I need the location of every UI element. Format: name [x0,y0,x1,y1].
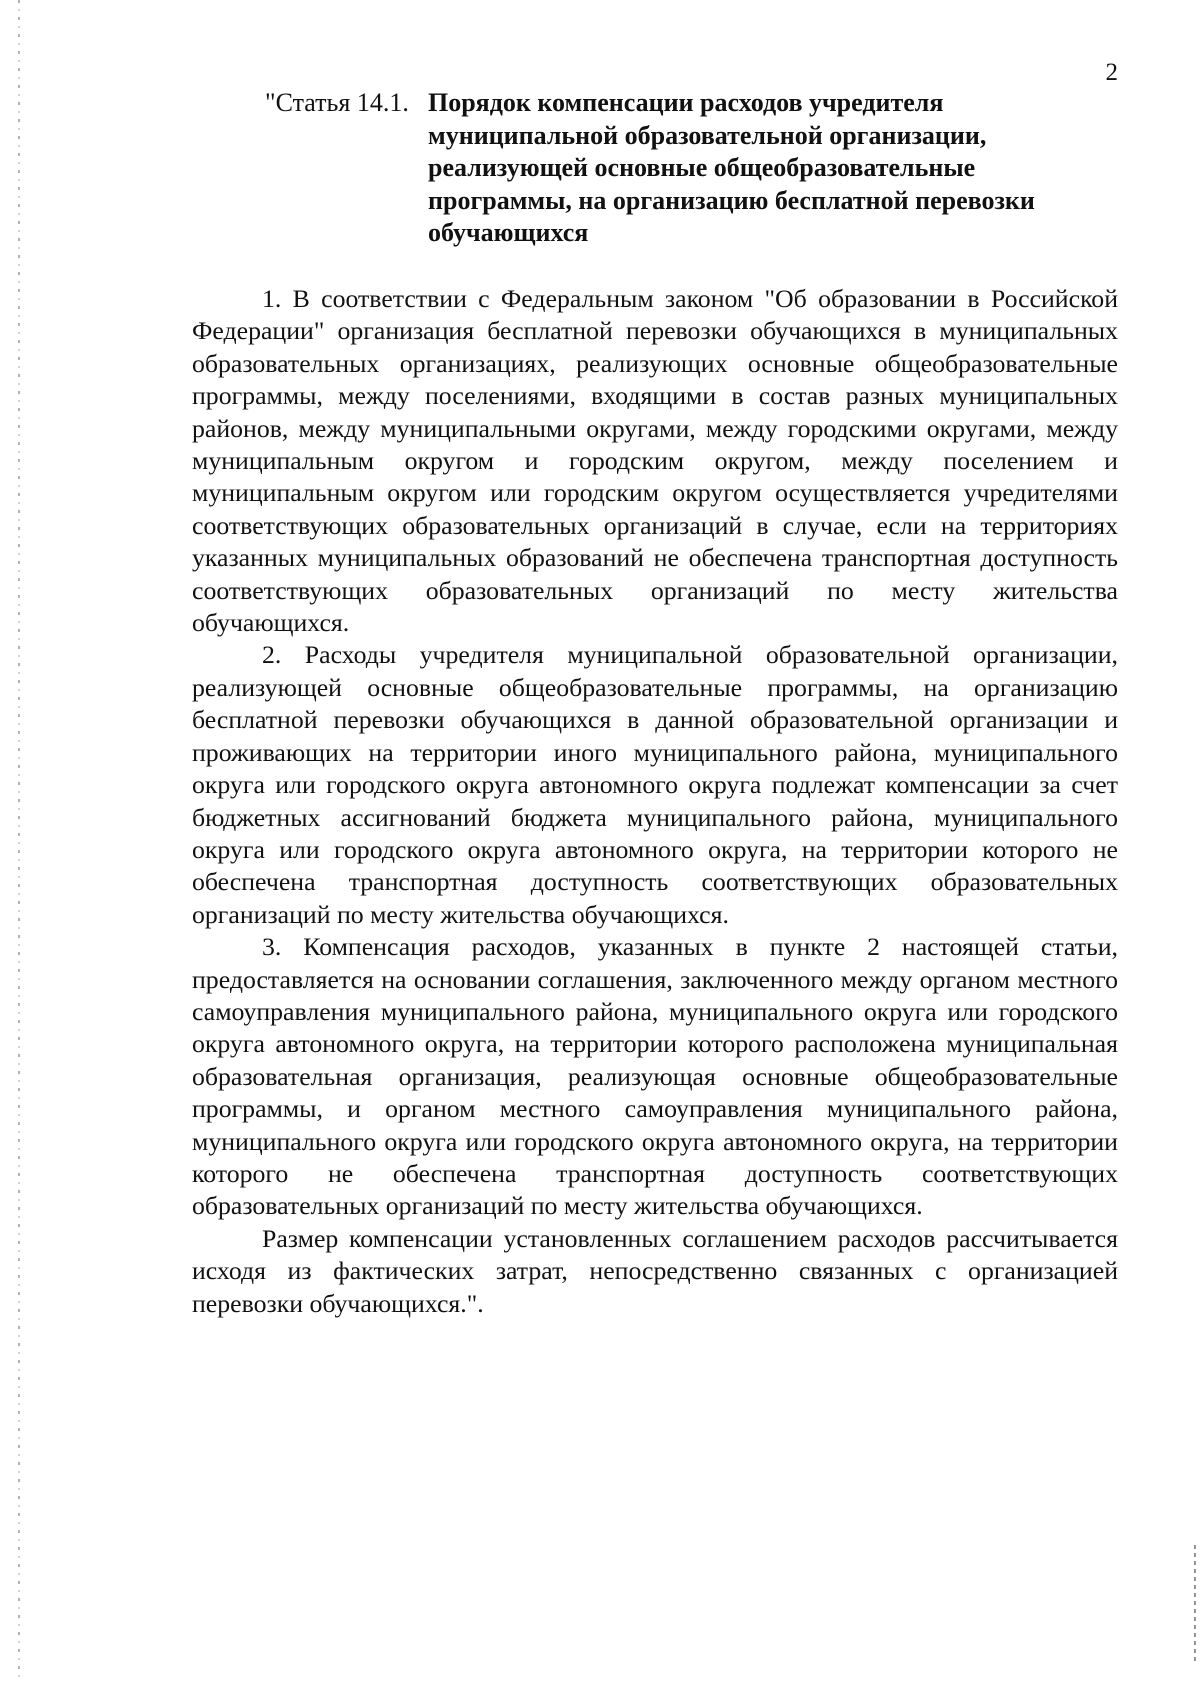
scan-edge-left [18,0,20,1681]
article-number: "Статья 14.1. [265,88,409,117]
paragraph-1: 1. В соответствии с Федеральным законом "Об образовании в Российской Федерации" организация бесплатной перевозки обучающихся в муниципальных образовательных организациях, реализующих основные общеобразовательные программы, между поселениями, входящими в состав разных муниципальных районов, между муниципальными округами, между городскими округами, между муниципальным округом и городским округом, между поселением и муниципальным округом или городским округом осуществляется учредителями соответствующих образовательных организаций в случае, если на территориях указанных муниципальных образований не обеспечена транспортная доступность соответствующих образовательных организаций по месту жительства обучающихся. [192,284,1118,638]
page-number: 2 [1105,59,1118,86]
article-title: Порядок компенсации расходов учредителя муниципальной образовательной организации, реализующей основные общеобразовательные программы, на организацию бесплатной перевозки обучающихся [428,88,1035,247]
paragraph-3: 3. Компенсация расходов, указанных в пункте 2 настоящей статьи, предоставляется на основании соглашения, заключенного между органом местного самоуправления муниципального района, муниципального округа или городского округа автономного округа, на территории которого расположена муниципальная образовательная организация, реализующая основные общеобразовательные программы, и органом местного самоуправления муниципального района, муниципального округа или городского округа автономного округа, на территории которого не обеспечена транспортная доступность соответствующих образовательных организаций по месту жительства обучающихся. [192,932,1118,1221]
paragraph-4: Размер компенсации установленных соглашением расходов рассчитывается исходя из фактических затрат, непосредственно связанных с организацией перевозки обучающихся.". [192,1223,1118,1318]
paragraph-2: 2. Расходы учредителя муниципальной образовательной организации, реализующей основные общеобразовательные программы, на организацию бесплатной перевозки обучающихся в данной образовательной организации и проживающих на территории иного муниципального района, муниципального округа или городского округа автономного округа подлежат компенсации за счет бюджетных ассигнований бюджета муниципального района, муниципального округа или городского округа автономного округа, на территории которого не обеспечена транспортная доступность соответствующих образовательных организаций по месту жительства обучающихся. [192,640,1118,929]
article-heading [265,87,1120,250]
article-body [192,283,1118,1320]
scan-edge-right [1194,1545,1196,1665]
